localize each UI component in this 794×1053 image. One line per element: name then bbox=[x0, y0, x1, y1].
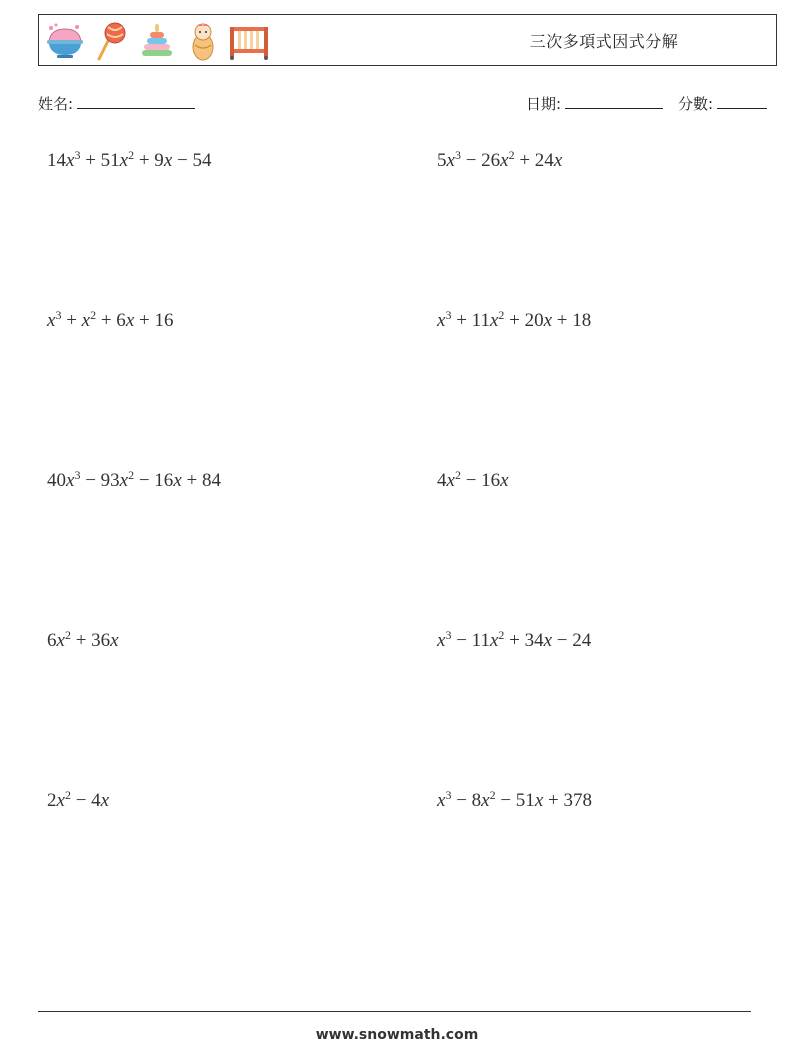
problem-term: − 54 bbox=[172, 150, 212, 171]
problem-term: x bbox=[173, 470, 182, 491]
worksheet-title: 三次多項式因式分解 bbox=[529, 32, 679, 51]
date-field bbox=[526, 93, 663, 114]
problem-term: − 16 bbox=[460, 470, 501, 491]
date-label: 日期: bbox=[526, 95, 562, 113]
problem-term: 2 bbox=[64, 788, 71, 802]
shaved-ice-bowl-icon bbox=[43, 21, 87, 61]
problem-term: x bbox=[56, 790, 65, 811]
problem-term: 2 bbox=[498, 628, 505, 642]
problem-term: 2 bbox=[128, 148, 135, 162]
score-field bbox=[678, 93, 767, 114]
baby-crib-icon bbox=[227, 21, 271, 61]
problem-term: x bbox=[534, 790, 544, 811]
name-label: 姓名: bbox=[38, 95, 74, 113]
problem-term: x bbox=[481, 790, 490, 811]
problem-term: 3 bbox=[445, 308, 452, 322]
problem-term: x bbox=[66, 470, 75, 491]
problem-term: x bbox=[500, 470, 509, 491]
problem-term: − 8 bbox=[451, 790, 482, 811]
problem-term: − 4 bbox=[70, 790, 101, 811]
problem-term: + 24 bbox=[514, 150, 554, 171]
problem-term: + 36 bbox=[70, 630, 111, 651]
problem-term: 5 bbox=[437, 150, 447, 171]
problem-term: + 6 bbox=[96, 310, 126, 331]
problem-term: + 11 bbox=[451, 310, 490, 331]
problem-term: 6 bbox=[47, 630, 57, 651]
problem-term: 3 bbox=[445, 788, 452, 802]
name-field bbox=[38, 93, 195, 114]
problem-term: x bbox=[47, 310, 56, 331]
problem-term: x bbox=[110, 630, 119, 651]
problem-term: x bbox=[500, 150, 509, 171]
problem-term: 3 bbox=[454, 148, 461, 162]
problem-term: + 16 bbox=[134, 310, 174, 331]
problem-term: 2 bbox=[64, 628, 71, 642]
problem-term: + 18 bbox=[552, 310, 592, 331]
problem-term: 4 bbox=[437, 470, 447, 491]
problem-term: x bbox=[119, 150, 129, 171]
worksheet-header bbox=[38, 14, 777, 66]
problem-term: x bbox=[437, 310, 446, 331]
footer-divider bbox=[38, 1011, 751, 1012]
problem-term: x bbox=[163, 150, 173, 171]
problem-term: 2 bbox=[454, 468, 461, 482]
problem-term: + 84 bbox=[181, 470, 221, 491]
problem-term: x bbox=[119, 470, 129, 491]
problem-term: + 20 bbox=[504, 310, 544, 331]
problem-5 bbox=[47, 470, 221, 492]
score-blank-line bbox=[717, 94, 767, 109]
problem-term: − 16 bbox=[134, 470, 174, 491]
problem-term: x bbox=[446, 150, 455, 171]
problem-4 bbox=[437, 310, 591, 332]
problem-term: x bbox=[437, 630, 446, 651]
problem-term: 2 bbox=[47, 790, 57, 811]
problem-term: + 34 bbox=[504, 630, 544, 651]
problem-6 bbox=[437, 470, 509, 492]
problem-2 bbox=[437, 150, 562, 172]
problem-9 bbox=[47, 790, 109, 812]
problem-term: 3 bbox=[74, 468, 81, 482]
problem-term: + 378 bbox=[543, 790, 592, 811]
problem-term: x bbox=[446, 470, 455, 491]
problem-8 bbox=[437, 630, 591, 652]
problem-term: x bbox=[543, 630, 553, 651]
score-label: 分數: bbox=[678, 95, 714, 113]
problem-term: x bbox=[100, 790, 110, 811]
problem-term: x bbox=[543, 310, 553, 331]
problem-10 bbox=[437, 790, 592, 812]
problem-term: + 9 bbox=[134, 150, 164, 171]
problem-term: + bbox=[61, 310, 82, 331]
lollipop-icon bbox=[89, 21, 133, 61]
problem-term: x bbox=[125, 310, 135, 331]
problem-term: x bbox=[489, 630, 499, 651]
problem-term: − 93 bbox=[80, 470, 120, 491]
problem-term: − 51 bbox=[495, 790, 535, 811]
problem-1 bbox=[47, 150, 211, 172]
problem-term: 2 bbox=[128, 468, 135, 482]
problem-term: x bbox=[66, 150, 75, 171]
problem-term: x bbox=[553, 150, 563, 171]
footer-website: www.snowmath.com bbox=[315, 1027, 479, 1043]
problem-term: 2 bbox=[498, 308, 505, 322]
header-icons bbox=[43, 21, 271, 61]
problem-term: 3 bbox=[55, 308, 62, 322]
problem-term: 2 bbox=[508, 148, 515, 162]
problem-term: x bbox=[489, 310, 499, 331]
problem-term: − 24 bbox=[552, 630, 592, 651]
stacking-rings-toy-icon bbox=[135, 21, 179, 61]
problem-term: 2 bbox=[90, 308, 97, 322]
problem-term: x bbox=[56, 630, 65, 651]
name-blank-line bbox=[77, 94, 195, 109]
problem-term: 3 bbox=[74, 148, 81, 162]
swaddled-baby-icon bbox=[181, 21, 225, 61]
problem-term: x bbox=[81, 310, 91, 331]
date-blank-line bbox=[565, 94, 663, 109]
problem-term: x bbox=[437, 790, 446, 811]
problem-term: 40 bbox=[47, 470, 66, 491]
problem-term: 3 bbox=[445, 628, 452, 642]
problem-term: − 26 bbox=[460, 150, 501, 171]
student-info-row bbox=[0, 93, 794, 115]
problem-term: 14 bbox=[47, 150, 66, 171]
problem-term: + 51 bbox=[80, 150, 120, 171]
problem-term: − 11 bbox=[451, 630, 490, 651]
problem-term: 2 bbox=[489, 788, 496, 802]
problem-7 bbox=[47, 630, 119, 652]
problem-3 bbox=[47, 310, 173, 332]
